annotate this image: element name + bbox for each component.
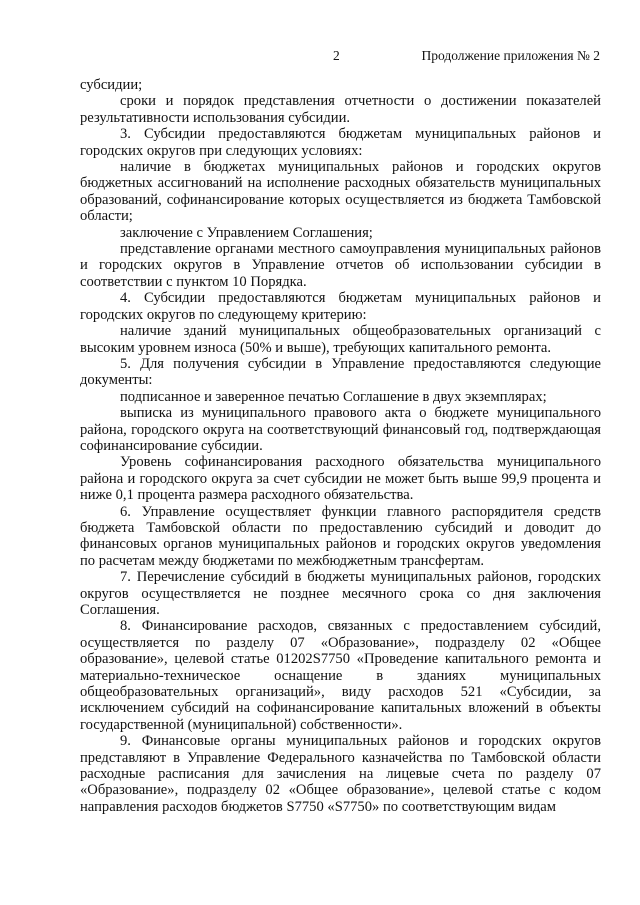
page-header	[0, 48, 640, 66]
paragraph: сроки и порядок представления отчетности о достижении показателей результативности использования субсидии.	[80, 93, 601, 126]
paragraph: выписка из муниципального правового акта о бюджете муниципального района, городского округа на соответствующий финансовый год, подтверждающая софинансирование субсидии.	[80, 405, 601, 454]
paragraph-clause-8: 8. Финансирование расходов, связанных с предоставлением субсидий, осуществляется по разделу 07 «Образование», подразделу 02 «Общее образование», целевой статье 01202S7750 «Проведение капитального ремонта и материально-техническое оснащение в зданиях муниципальных общеобразовательных организаций», виду расходов 521 «Субсидии, за исключением субсидий на софинансирование капитальных вложений в объекты государственной (муниципальной) собственности».	[80, 618, 601, 733]
paragraph: заключение с Управлением Соглашения;	[120, 224, 373, 241]
page-number: 2	[333, 48, 340, 63]
paragraph: Уровень софинансирования расходного обязательства муниципального района и городского округа за счет субсидии не может быть выше 99,9 процента и ниже 0,1 процента размера расходного обязательства.	[80, 454, 601, 504]
paragraph: наличие в бюджетах муниципальных районов и городских округов бюджетных ассигнований на исполнение расходных обязательств муниципальных образований, софинансирование которых осуществляется из бюджета Тамбовской области;	[80, 159, 601, 225]
paragraph-clause-6: 6. Управление осуществляет функции главного распорядителя средств бюджета Тамбовской области по предоставлению субсидий и доводит до финансовых органов муниципальных районов и городских округов уведомления по расчетам между бюджетами по межбюджетным трансфертам.	[80, 503, 601, 569]
annex-title: Продолжение приложения № 2	[421, 48, 600, 63]
document-body	[80, 77, 601, 815]
paragraph-clause-3: 3. Субсидии предоставляются бюджетам муниципальных районов и городских округов при следующих условиях:	[80, 126, 601, 159]
paragraph-clause-4: 4. Субсидии предоставляются бюджетам муниципальных районов и городских округов по следующему критерию:	[80, 290, 601, 323]
paragraph-clause-5: 5. Для получения субсидии в Управление предоставляются следующие документы:	[80, 355, 601, 389]
paragraph-continuation: субсидии;	[80, 77, 143, 93]
paragraph: наличие зданий муниципальных общеобразовательных организаций с высоким уровнем износа (50% и выше), требующих капитального ремонта.	[80, 323, 601, 356]
paragraph: подписанное и заверенное печатью Соглашение в двух экземплярах;	[120, 388, 547, 405]
paragraph-clause-9: 9. Финансовые органы муниципальных районов и городских округов представляют в Управление Федерального казначейства по Тамбовской области расходные расписания для зачисления на лицевые счета по разделу 07 «Образование», подразделу 02 «Общее образование», целевой статье с кодом направления расходов бюджетов S7750 «S7750» по соответствующим видам	[80, 733, 601, 815]
paragraph: представление органами местного самоуправления муниципальных районов и городских округов в Управление отчетов об использовании субсидии в соответствии с пунктом 10 Порядка.	[80, 241, 601, 290]
paragraph-clause-7: 7. Перечисление субсидий в бюджеты муниципальных районов, городских округов осуществляется не позднее месячного срока со дня заключения Соглашения.	[80, 569, 601, 618]
